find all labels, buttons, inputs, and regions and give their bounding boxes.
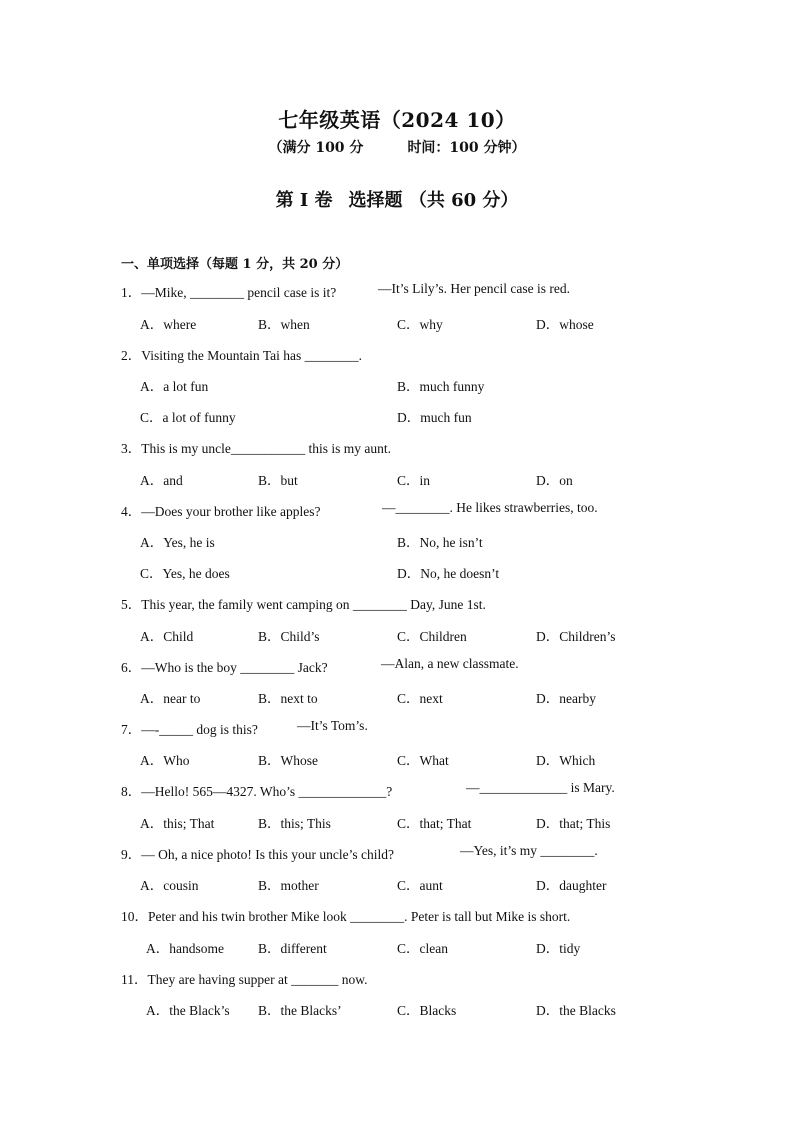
- question-response: —Alan, a new classmate.: [381, 656, 519, 671]
- question-stem: [121, 281, 570, 301]
- option-a[interactable]: A．handsome: [146, 941, 224, 956]
- question-stem: [121, 780, 615, 800]
- full-score: （满分 100 分: [268, 140, 364, 156]
- question-stem: [121, 656, 519, 676]
- options-row: [0, 406, 794, 426]
- option-a[interactable]: A．a lot fun: [140, 379, 209, 394]
- question-stem: [121, 500, 598, 520]
- question-stem: [121, 718, 368, 738]
- question-stem: [121, 843, 598, 863]
- options-row: [0, 999, 794, 1019]
- options-row: [0, 625, 794, 645]
- options-row: [0, 469, 794, 489]
- option-a[interactable]: A．Yes, he is: [140, 535, 215, 550]
- option-b[interactable]: B．different: [258, 941, 327, 956]
- option-b[interactable]: B．Child’s: [258, 629, 320, 644]
- option-a[interactable]: A．Who: [140, 753, 190, 768]
- option-d[interactable]: D．Children’s: [536, 629, 616, 644]
- option-c[interactable]: C．Children: [397, 629, 467, 644]
- option-c[interactable]: C．next: [397, 691, 443, 706]
- option-a[interactable]: A．near to: [140, 691, 201, 706]
- options-row: [0, 562, 794, 582]
- options-row: [0, 749, 794, 769]
- option-d[interactable]: D．that; This: [536, 816, 611, 831]
- option-d[interactable]: D．Which: [536, 753, 596, 768]
- option-a[interactable]: A．where: [140, 317, 197, 332]
- question-text: 5．This year, the family went camping on ________ Day, June 1st.: [121, 597, 486, 612]
- option-c[interactable]: C．why: [397, 317, 443, 332]
- option-c[interactable]: C．aunt: [397, 878, 443, 893]
- volume-label: 第 I 卷: [275, 190, 333, 211]
- volume-title: [0, 186, 794, 212]
- question-text: 11．They are having supper at _______ now.: [121, 972, 368, 987]
- option-a[interactable]: A．this; That: [140, 816, 215, 831]
- question-text: 8．—Hello! 565—4327. Who’s _____________?: [121, 784, 393, 799]
- question-stem: [121, 905, 570, 925]
- option-b[interactable]: B．mother: [258, 878, 319, 893]
- option-a[interactable]: A．cousin: [140, 878, 199, 893]
- question-response: —Yes, it’s my ________.: [460, 843, 598, 858]
- option-c[interactable]: C．Yes, he does: [140, 566, 230, 581]
- question-text: 6．—Who is the boy ________ Jack?: [121, 660, 328, 675]
- option-b[interactable]: B．next to: [258, 691, 318, 706]
- options-row: [0, 687, 794, 707]
- exam-info: [0, 137, 794, 157]
- question-text: 1．—Mike, ________ pencil case is it?: [121, 285, 337, 300]
- question-response: —________. He likes strawberries, too.: [382, 500, 598, 515]
- option-d[interactable]: D．much fun: [397, 410, 472, 425]
- option-d[interactable]: D．tidy: [536, 941, 581, 956]
- option-d[interactable]: D．No, he doesn’t: [397, 566, 500, 581]
- question-text: 10．Peter and his twin brother Mike look ________. Peter is tall but Mike is short.: [121, 909, 571, 924]
- option-c[interactable]: C．in: [397, 473, 431, 488]
- part-one-title: 一、单项选择（每题 1 分，共 20 分）: [121, 257, 349, 272]
- options-row: [0, 937, 794, 957]
- options-row: [0, 874, 794, 894]
- options-row: [0, 531, 794, 551]
- option-a[interactable]: A．and: [140, 473, 183, 488]
- question-stem: [121, 437, 391, 457]
- question-text: 9．— Oh, a nice photo! Is this your uncle’s child?: [121, 847, 394, 862]
- option-b[interactable]: B．the Blacks’: [258, 1003, 342, 1018]
- option-c[interactable]: C．clean: [397, 941, 448, 956]
- option-d[interactable]: D．whose: [536, 317, 594, 332]
- option-c[interactable]: C．What: [397, 753, 449, 768]
- exam-title: 七年级英语（2024 10）: [278, 108, 516, 132]
- question-stem: [121, 593, 486, 613]
- question-text: 4．—Does your brother like apples?: [121, 504, 321, 519]
- option-d[interactable]: D．the Blacks: [536, 1003, 616, 1018]
- question-response: —It’s Lily’s. Her pencil case is red.: [378, 281, 570, 296]
- option-b[interactable]: B．No, he isn’t: [397, 535, 483, 550]
- question-stem: [121, 344, 362, 364]
- option-c[interactable]: C．a lot of funny: [140, 410, 236, 425]
- options-row: [0, 812, 794, 832]
- option-a[interactable]: A．the Black’s: [146, 1003, 230, 1018]
- options-row: [0, 313, 794, 333]
- question-response: —_____________ is Mary.: [466, 780, 615, 795]
- option-d[interactable]: D．nearby: [536, 691, 596, 706]
- option-b[interactable]: B．when: [258, 317, 310, 332]
- question-text: 7．—-_____ dog is this?: [121, 722, 258, 737]
- option-d[interactable]: D．on: [536, 473, 573, 488]
- option-b[interactable]: B．Whose: [258, 753, 318, 768]
- option-a[interactable]: A．Child: [140, 629, 194, 644]
- option-d[interactable]: D．daughter: [536, 878, 607, 893]
- option-b[interactable]: B．much funny: [397, 379, 485, 394]
- question-response: —It’s Tom’s.: [297, 718, 368, 733]
- option-b[interactable]: B．but: [258, 473, 298, 488]
- option-c[interactable]: C．that; That: [397, 816, 472, 831]
- exam-time: 时间：100 分钟）: [407, 140, 526, 156]
- option-c[interactable]: C．Blacks: [397, 1003, 457, 1018]
- question-stem: [121, 968, 367, 988]
- volume-name: 选择题 （共 60 分）: [348, 190, 519, 211]
- options-row: [0, 375, 794, 395]
- question-text: 3．This is my uncle___________ this is my aunt.: [121, 441, 391, 456]
- question-text: 2．Visiting the Mountain Tai has ________.: [121, 348, 362, 363]
- option-b[interactable]: B．this; This: [258, 816, 331, 831]
